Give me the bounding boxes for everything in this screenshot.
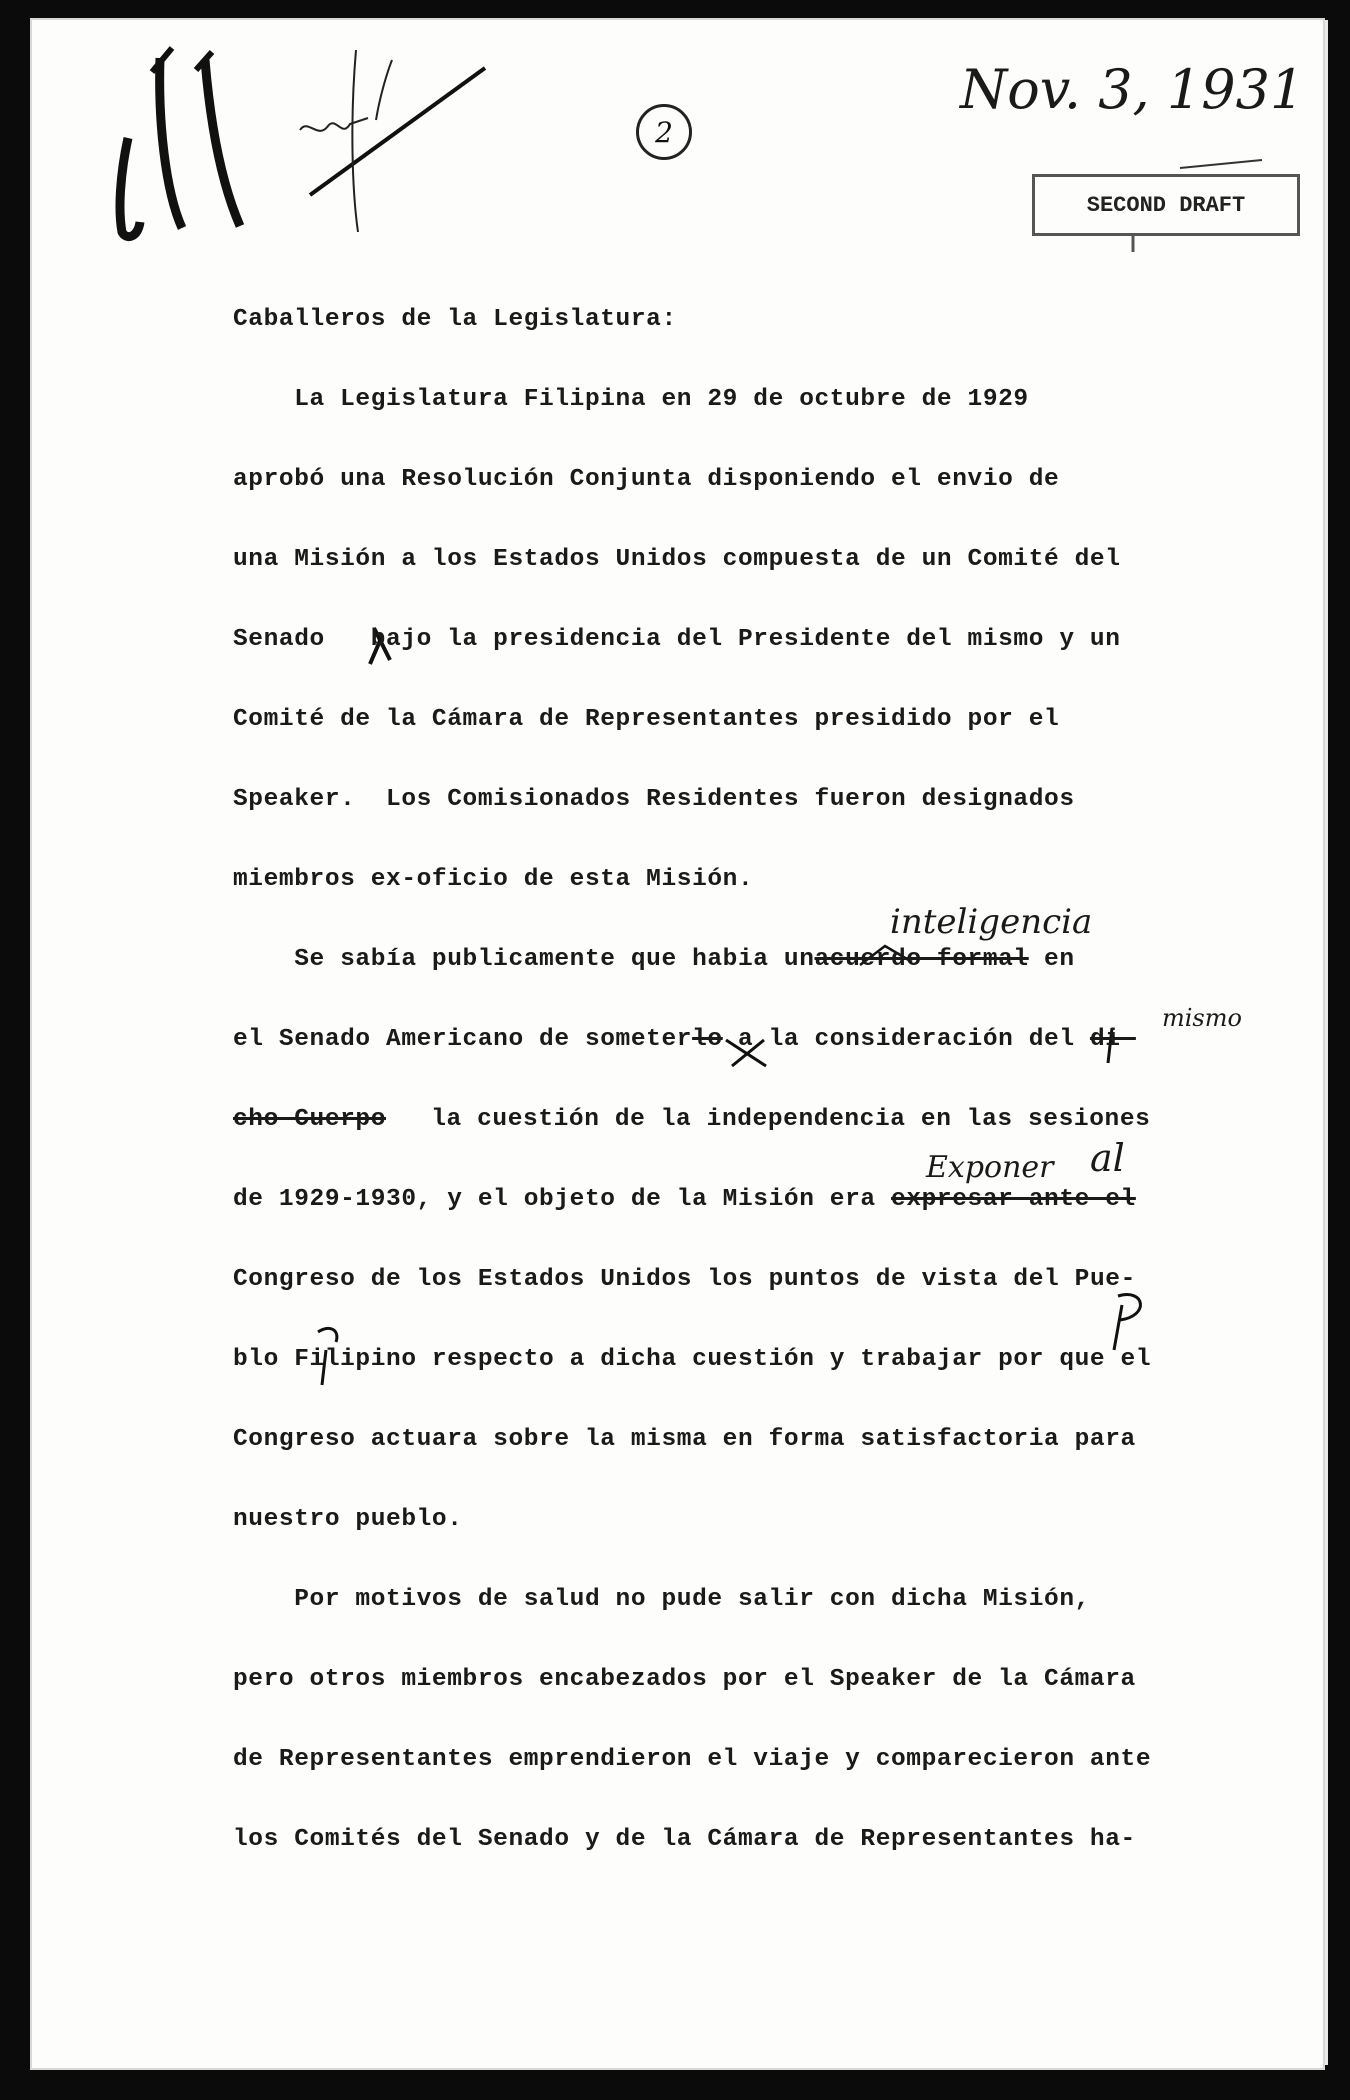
text-line: aprobó una Resolución Conjunta disponiendo el envio de [233, 466, 1060, 493]
text-segment: el Senado Americano de someter [233, 1026, 693, 1053]
second-draft-stamp [1032, 174, 1300, 236]
text-line: Congreso actuara sobre la misma en forma satisfactoria para [233, 1426, 1136, 1453]
handwritten-insert-mismo: mismo [1162, 1004, 1242, 1032]
page-number-circled [636, 104, 692, 160]
text-line: blo Filipino respecto a dicha cuestión y trabajar por que el [233, 1346, 1152, 1373]
draft-tick [1180, 160, 1262, 168]
draft-label: SECOND DRAFT [1086, 192, 1246, 218]
salutation-line: Caballeros de la Legislatura: [233, 306, 677, 333]
text-line: pero otros miembros encabezados por el Speaker de la Cámara [233, 1666, 1136, 1693]
text-segment: de 1929-1930, y el objeto de la Misión era [233, 1186, 876, 1213]
handwritten-date: Nov. 3, 1931 [960, 58, 1305, 121]
text-line: Senado bajo la presidencia del Presidente del mismo y un [233, 626, 1121, 653]
text-line: Comité de la Cámara de Representantes presidido por el [233, 706, 1060, 733]
text-segment: a la consideración del [722, 1026, 1090, 1053]
text-line-edited [233, 1266, 1233, 1293]
struck-text: cho Cuerpo [233, 1106, 387, 1133]
text-line: miembros ex-oficio de esta Misión. [233, 866, 754, 893]
initials-scribble-2 [160, 58, 182, 228]
struck-text: acuerdo formal [814, 946, 1029, 973]
text-line-edited [233, 1026, 1233, 1053]
initials-small [300, 60, 392, 131]
handwritten-insert-al: al [1090, 1136, 1125, 1180]
struck-text: lo [692, 1026, 723, 1053]
text-line: una Misión a los Estados Unidos compuesta de un Comité del [233, 546, 1121, 573]
handwritten-insert-inteligencia: inteligencia [890, 902, 1093, 942]
page-number-text: 2 [655, 115, 673, 149]
text-segment: Se sabía publicamente que habia un [233, 946, 815, 973]
text-segment: Pue- [1074, 1266, 1136, 1293]
text-line-edited [233, 1186, 1233, 1213]
text-segment: Congreso de los Estados Unidos los puntos de vista del [233, 1266, 1060, 1293]
text-line: de Representantes emprendieron el viaje y comparecieron ante [233, 1746, 1152, 1773]
text-line-edited [233, 946, 1233, 973]
text-line: nuestro pueblo. [233, 1506, 463, 1533]
initials-scribble-3 [205, 60, 240, 226]
text-segment: en [1028, 946, 1075, 973]
slash-mark [310, 68, 485, 195]
handwritten-insert-exponer: Exponer [926, 1150, 1054, 1185]
p-correction [1114, 1295, 1140, 1350]
vertical-tick [352, 50, 358, 232]
text-line: la cuestión de la independencia en las sesiones [370, 1106, 1151, 1133]
struck-text: di- [1089, 1026, 1136, 1053]
text-line: los Comités del Senado y de la Cámara de Representantes ha- [233, 1826, 1136, 1853]
initials-scribble-1 [120, 138, 140, 237]
text-line: La Legislatura Filipina en 29 de octubre de 1929 [233, 386, 1029, 413]
text-line: Speaker. Los Comisionados Residentes fueron designados [233, 786, 1075, 813]
text-line: Por motivos de salud no pude salir con dicha Misión, [233, 1586, 1090, 1613]
struck-text: expresar ante el [891, 1186, 1136, 1213]
